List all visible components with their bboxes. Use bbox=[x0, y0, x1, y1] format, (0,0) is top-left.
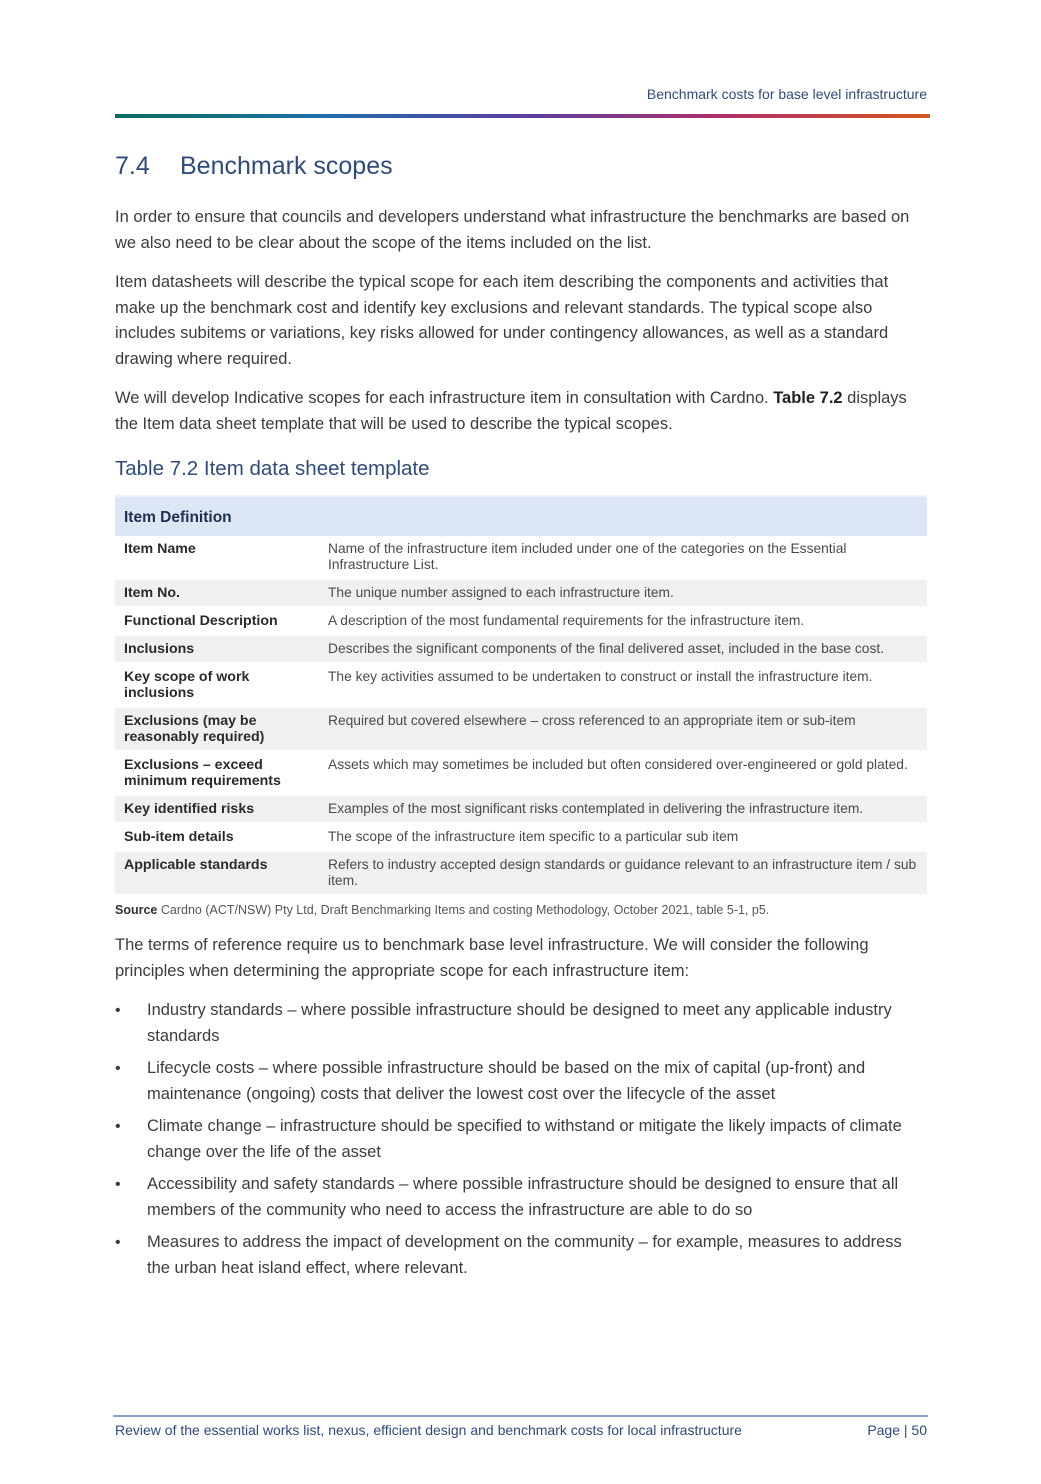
row-description: Name of the infrastructure item included under one of the categories on the Essential Infrastructure List. bbox=[319, 536, 927, 579]
row-label: Inclusions bbox=[115, 635, 319, 663]
row-description: Describes the significant components of the final delivered asset, included in the base cost. bbox=[319, 635, 927, 663]
row-description: The key activities assumed to be undertaken to construct or install the infrastructure item. bbox=[319, 663, 927, 707]
row-label: Item No. bbox=[115, 579, 319, 607]
row-description: Assets which may sometimes be included but often considered over-engineered or gold plated. bbox=[319, 751, 927, 795]
row-label: Key scope of work inclusions bbox=[115, 663, 319, 707]
table-header-row bbox=[115, 496, 927, 536]
row-label: Key identified risks bbox=[115, 795, 319, 823]
list-item bbox=[115, 1056, 927, 1107]
section-title: Benchmark scopes bbox=[180, 152, 393, 180]
table-row bbox=[115, 536, 927, 579]
list-item-text: Measures to address the impact of development on the community – for example, measures to address the urban heat island effect, where relevant. bbox=[147, 1233, 902, 1277]
row-label: Item Name bbox=[115, 536, 319, 579]
table-row bbox=[115, 579, 927, 607]
bullet-icon: • bbox=[115, 1118, 121, 1135]
paragraph-3-text: We will develop Indicative scopes for each infrastructure item in consultation with Cardno. bbox=[115, 389, 774, 407]
footer-rule bbox=[113, 1415, 928, 1417]
table-row bbox=[115, 635, 927, 663]
section-heading bbox=[115, 152, 393, 181]
header-rule bbox=[115, 114, 930, 118]
row-label: Applicable standards bbox=[115, 851, 319, 895]
row-description: The unique number assigned to each infrastructure item. bbox=[319, 579, 927, 607]
row-label: Exclusions – exceed minimum requirements bbox=[115, 751, 319, 795]
page-number: Page | 50 bbox=[867, 1422, 927, 1438]
table-row bbox=[115, 707, 927, 751]
paragraph-3-text-end: displays the Item data sheet template that will be used to describe the typical scopes. bbox=[115, 389, 907, 433]
row-description: The scope of the infrastructure item specific to a particular sub item bbox=[319, 823, 927, 851]
principles-list bbox=[115, 998, 927, 1281]
list-item-text: Industry standards – where possible infrastructure should be designed to meet any applicable industry standards bbox=[147, 1001, 892, 1045]
bullet-icon: • bbox=[115, 1060, 121, 1077]
table-row bbox=[115, 663, 927, 707]
table-row bbox=[115, 851, 927, 895]
list-item-text: Lifecycle costs – where possible infrastructure should be based on the mix of capital (up-front) and maintenance (ongoing) costs that deliver the lowest cost over the lifecycle of the asset bbox=[147, 1059, 866, 1103]
source-label: Source bbox=[115, 903, 158, 917]
paragraph-2: Item datasheets will describe the typical scope for each item describing the components and activities that make up the benchmark cost and identify key exclusions and relevant standards. The typical scope also includes subitems or variations, key risks allowed for under contingency allowances, as well as a standard drawing where required. bbox=[115, 273, 889, 368]
paragraph-4: The terms of reference require us to benchmark base level infrastructure. We will consider the following principles when determining the appropriate scope for each infrastructure item: bbox=[115, 936, 869, 980]
main-content bbox=[115, 205, 927, 1288]
footer-document-title: Review of the essential works list, nexus, efficient design and benchmark costs for local infrastructure bbox=[115, 1422, 742, 1438]
table-row bbox=[115, 795, 927, 823]
bullet-icon: • bbox=[115, 1176, 121, 1193]
row-label: Functional Description bbox=[115, 607, 319, 635]
list-item bbox=[115, 1230, 927, 1281]
table-row bbox=[115, 823, 927, 851]
row-label: Sub-item details bbox=[115, 823, 319, 851]
item-data-sheet-table bbox=[115, 495, 927, 896]
list-item-text: Accessibility and safety standards – where possible infrastructure should be designed to ensure that all members of the community who need to access the infrastructure are able to do so bbox=[147, 1175, 899, 1219]
table-reference: Table 7.2 bbox=[773, 389, 843, 407]
source-text: Cardno (ACT/NSW) Pty Ltd, Draft Benchmarking Items and costing Methodology, October 2021, table 5-1, p5. bbox=[157, 903, 770, 917]
list-item bbox=[115, 998, 927, 1049]
table-header-cell: Item Definition bbox=[115, 496, 927, 536]
table-caption: Table 7.2 Item data sheet template bbox=[115, 457, 430, 480]
list-item bbox=[115, 1114, 927, 1165]
bullet-icon: • bbox=[115, 1002, 121, 1019]
running-header: Benchmark costs for base level infrastructure bbox=[646, 86, 927, 102]
row-description: Refers to industry accepted design standards or guidance relevant to an infrastructure item / sub item. bbox=[319, 851, 927, 895]
paragraph-3 bbox=[115, 386, 927, 437]
list-item-text: Climate change – infrastructure should be specified to withstand or mitigate the likely impacts of climate change over the life of the asset bbox=[147, 1117, 902, 1161]
paragraph-1: In order to ensure that councils and developers understand what infrastructure the benchmarks are based on we also need to be clear about the scope of the items included on the list. bbox=[115, 208, 910, 252]
bullet-icon: • bbox=[115, 1234, 121, 1251]
table-row bbox=[115, 607, 927, 635]
row-label: Exclusions (may be reasonably required) bbox=[115, 707, 319, 751]
row-description: Required but covered elsewhere – cross referenced to an appropriate item or sub-item bbox=[319, 707, 927, 751]
table-source-note bbox=[115, 903, 927, 917]
row-description: Examples of the most significant risks contemplated in delivering the infrastructure item. bbox=[319, 795, 927, 823]
section-number: 7.4 bbox=[115, 152, 150, 180]
row-description: A description of the most fundamental requirements for the infrastructure item. bbox=[319, 607, 927, 635]
list-item bbox=[115, 1172, 927, 1223]
table-row bbox=[115, 751, 927, 795]
